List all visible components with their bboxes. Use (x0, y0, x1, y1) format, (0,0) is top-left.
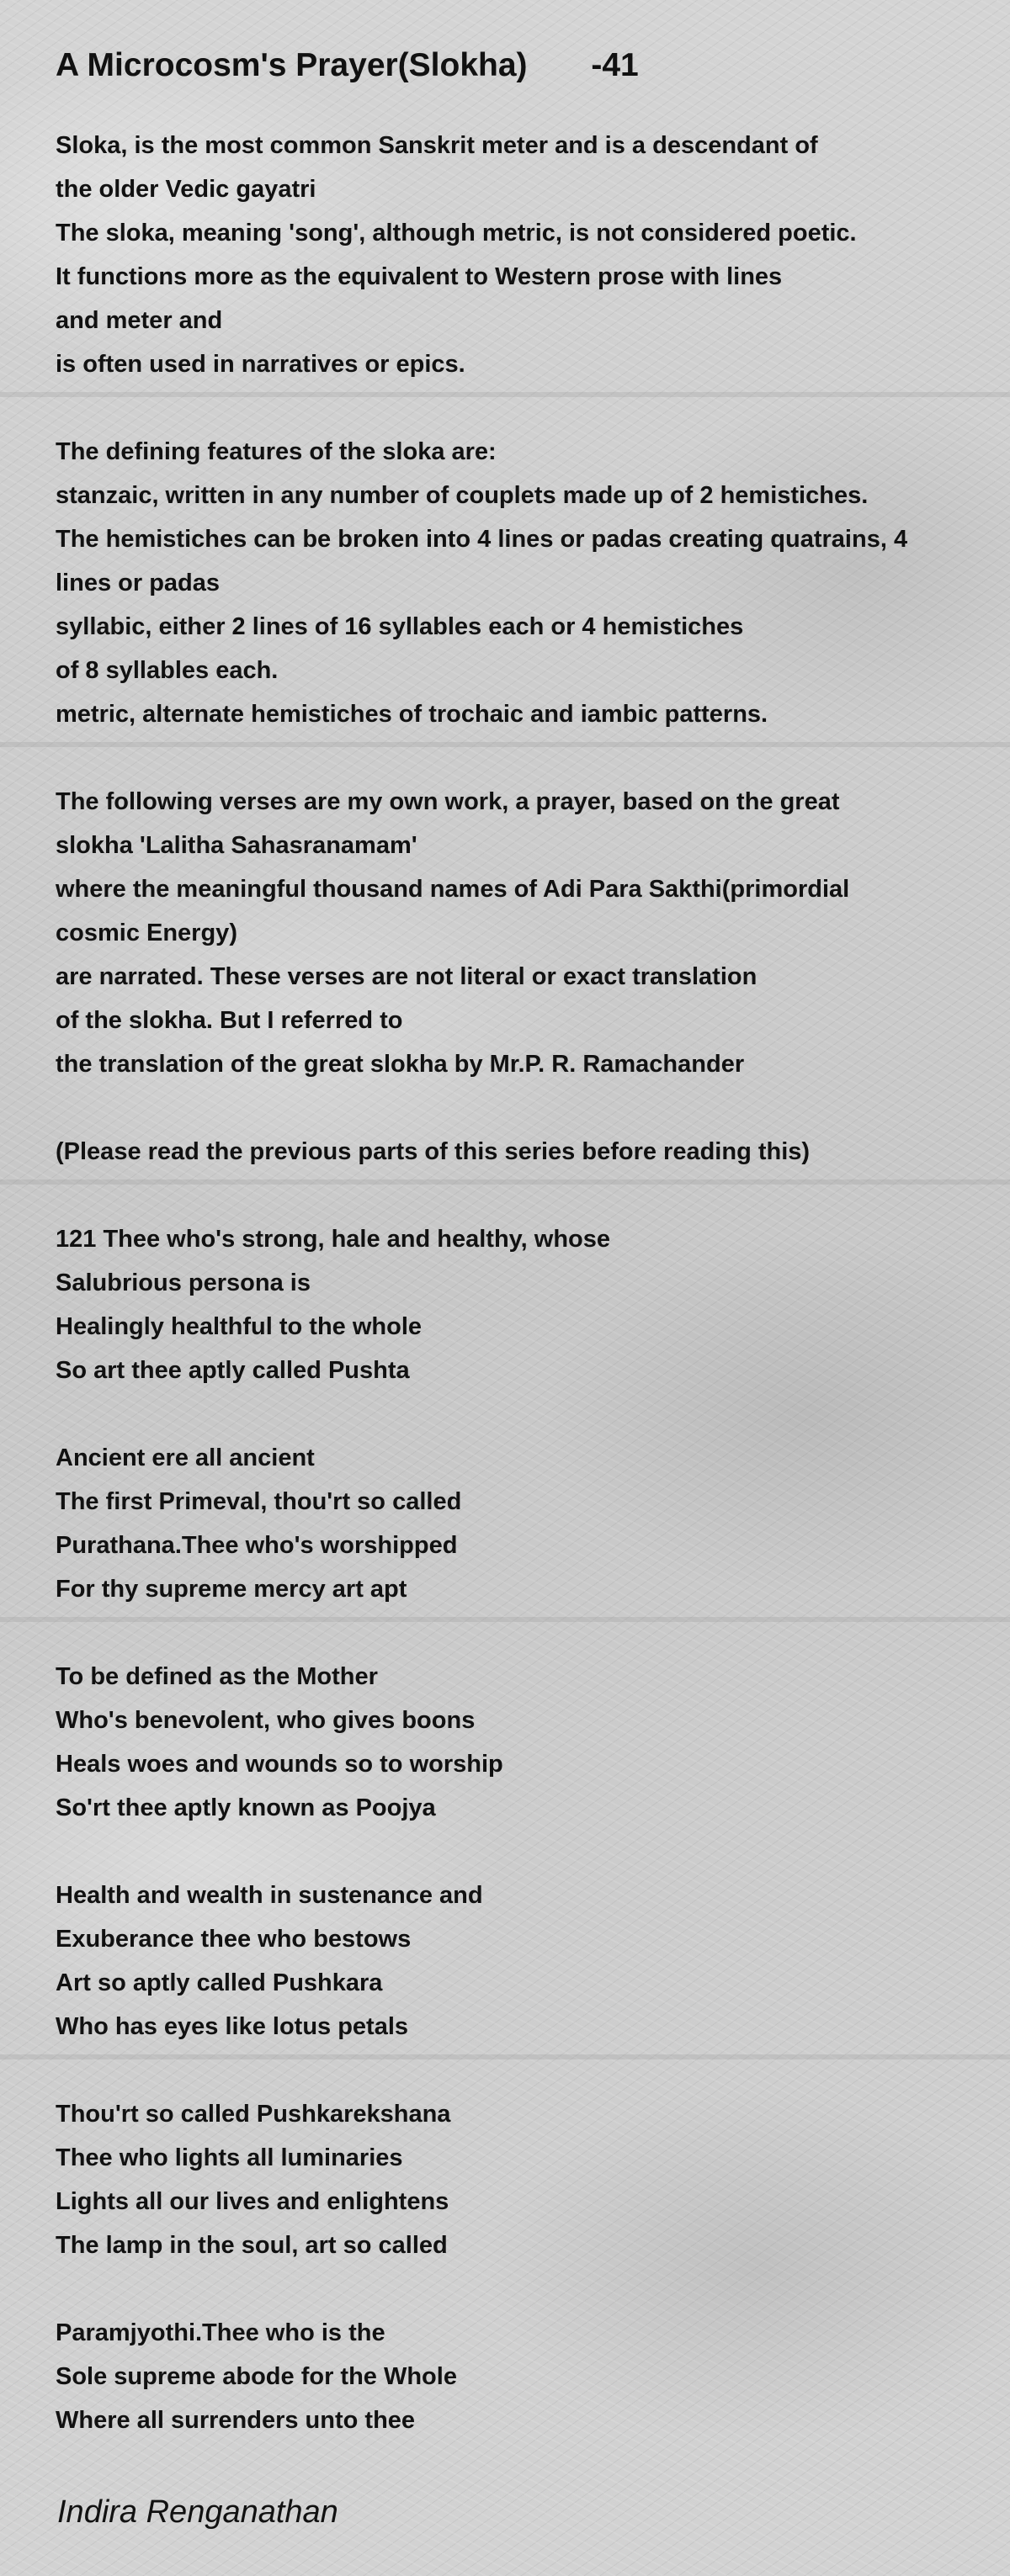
poem-line: syllabic, either 2 lines of 16 syllables each or 4 hemistiches (56, 613, 744, 640)
poem-line: Purathana.Thee who's worshipped (56, 1532, 458, 1559)
stanza-break (56, 736, 1010, 780)
poem-line: of 8 syllables each. (56, 657, 279, 684)
poem-line: metric, alternate hemistiches of trochaic and iambic patterns. (56, 701, 768, 728)
stanza-break (56, 2049, 1010, 2092)
poem-line: Exuberance thee who bestows (56, 1926, 412, 1953)
poem-line: are narrated. These verses are not literal or exact translation (56, 963, 758, 990)
stanza-break (56, 1174, 1010, 1217)
poem-line: stanzaic, written in any number of couplets made up of 2 hemistiches. (56, 482, 869, 509)
poem-line: where the meaningful thousand names of Adi Para Sakthi(primordial (56, 876, 850, 903)
poem-line: the older Vedic gayatri (56, 176, 316, 203)
stanza-break (56, 386, 1010, 430)
poem-line: the translation of the great slokha by Mr.P. R. Ramachander (56, 1051, 745, 1078)
poem-line: Ancient ere all ancient (56, 1444, 315, 1471)
stanza-break (56, 2267, 1010, 2311)
poem-line: (Please read the previous parts of this series before reading this) (56, 1138, 811, 1165)
poem-line: slokha 'Lalitha Sahasranamam' (56, 832, 417, 859)
poem-line: The following verses are my own work, a prayer, based on the great (56, 788, 840, 815)
poem-line: For thy supreme mercy art apt (56, 1576, 407, 1603)
poem-line: of the slokha. But I referred to (56, 1007, 403, 1034)
stanza-break (56, 1830, 1010, 1874)
poem-line: So art thee aptly called Pushta (56, 1357, 410, 1384)
poem-line: Heals woes and wounds so to worship (56, 1751, 503, 1778)
poem-line: The hemistiches can be broken into 4 lines or padas creating quatrains, 4 (56, 526, 908, 553)
poem-line: Art so aptly called Pushkara (56, 1969, 383, 1996)
poem-line: Health and wealth in sustenance and (56, 1882, 483, 1909)
poem-line: To be defined as the Mother (56, 1663, 378, 1690)
poem-title: A Microcosm's Prayer(Slokha) -41 (56, 47, 639, 83)
poem-line: Sloka, is the most common Sanskrit meter and is a descendant of (56, 132, 818, 159)
poem-line: Who's benevolent, who gives boons (56, 1707, 476, 1734)
poem-line: The first Primeval, thou'rt so called (56, 1488, 462, 1515)
poem-line: and meter and (56, 307, 223, 334)
stanza-break (56, 1611, 1010, 1655)
poem-line: It functions more as the equivalent to Western prose with lines (56, 263, 783, 290)
poem-line: The defining features of the sloka are: (56, 438, 497, 465)
poem-line: Healingly healthful to the whole (56, 1313, 423, 1340)
poem-line: lines or padas (56, 570, 221, 596)
poem-line: is often used in narratives or epics. (56, 351, 465, 378)
poem-author: Indira Renganathan (57, 2494, 338, 2530)
poem-line: Lights all our lives and enlightens (56, 2188, 449, 2215)
poem-line: 121 Thee who's strong, hale and healthy, whose (56, 1226, 611, 1253)
stanza-break (56, 1392, 1010, 1436)
poem-line: Sole supreme abode for the Whole (56, 2363, 457, 2390)
poem-line: The lamp in the soul, art so called (56, 2232, 448, 2259)
poem-line: So'rt thee aptly known as Poojya (56, 1794, 436, 1821)
poem-line: cosmic Energy) (56, 920, 237, 946)
poem-line: Where all surrenders unto thee (56, 2407, 416, 2434)
poem-body (56, 124, 1010, 2442)
poem-line: Thee who lights all luminaries (56, 2144, 403, 2171)
stanza-break (56, 1086, 1010, 1130)
poem-line: Paramjyothi.Thee who is the (56, 2319, 385, 2346)
poem-line: Thou'rt so called Pushkarekshana (56, 2101, 451, 2128)
poem-line: Who has eyes like lotus petals (56, 2013, 409, 2040)
poem-line: Salubrious persona is (56, 1269, 311, 1296)
poem-line: The sloka, meaning 'song', although metric, is not considered poetic. (56, 220, 857, 246)
